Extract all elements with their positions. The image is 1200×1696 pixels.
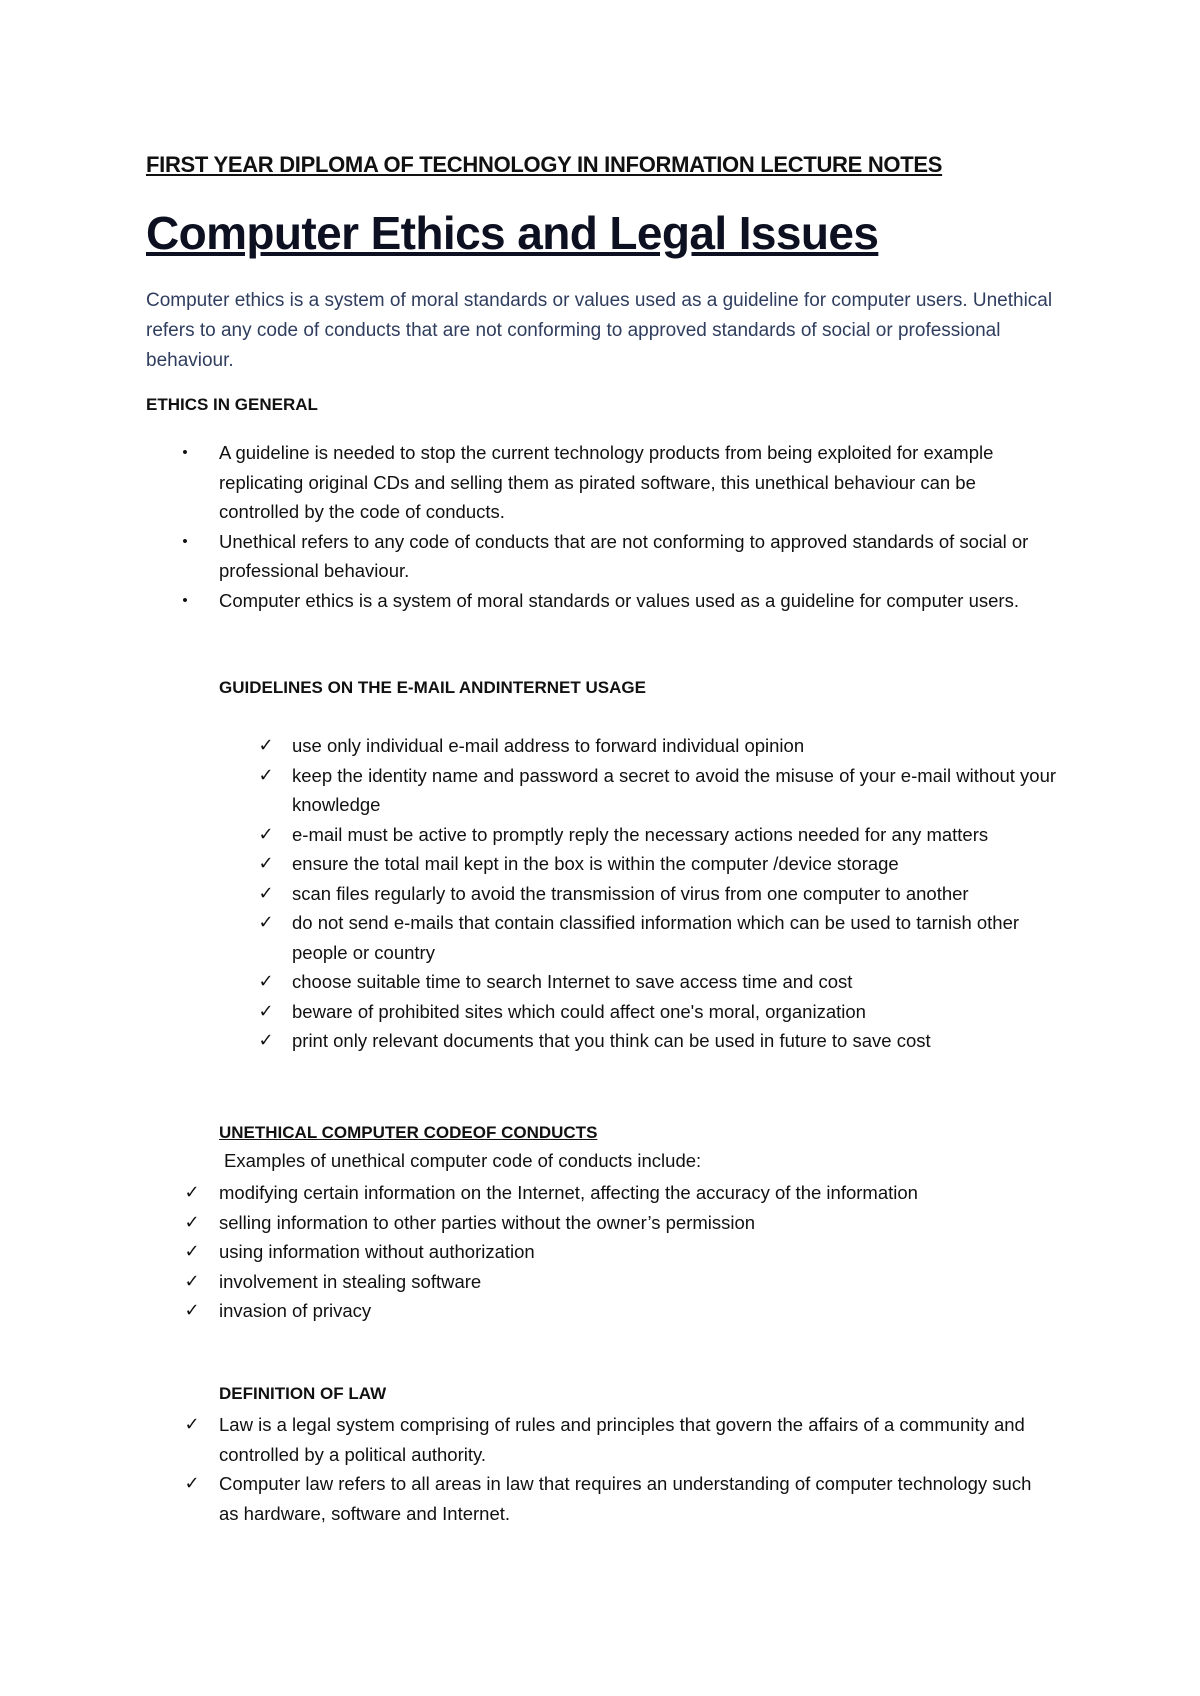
ethics-in-general-list xyxy=(146,438,1046,615)
section-heading-ethics-in-general: ETHICS IN GENERAL xyxy=(146,395,318,414)
list-item xyxy=(146,1469,1046,1528)
guidelines-list xyxy=(219,731,1059,1056)
list-item xyxy=(146,438,1046,527)
check-icon: ✓ xyxy=(258,735,274,755)
list-item-text: keep the identity name and password a secret to avoid the misuse of your e-mail without your knowledge xyxy=(292,764,1057,815)
check-icon: ✓ xyxy=(258,823,274,844)
list-item xyxy=(219,1026,1059,1056)
unethical-list xyxy=(146,1178,1066,1326)
list-item xyxy=(146,1208,1066,1238)
list-item-text: choose suitable time to search Internet to save access time and cost xyxy=(292,971,853,992)
list-item xyxy=(219,908,1059,967)
list-item-text: use only individual e-mail address to forward individual opinion xyxy=(292,735,805,756)
list-item-text: invasion of privacy xyxy=(219,1300,372,1321)
list-item-text: Unethical refers to any code of conducts that are not conforming to approved standards of social or professional behaviour. xyxy=(219,530,1029,581)
list-item-text: involvement in stealing software xyxy=(219,1270,482,1292)
check-icon: ✓ xyxy=(184,1414,200,1434)
check-icon: ✓ xyxy=(184,1300,200,1320)
check-icon: ✓ xyxy=(258,971,274,991)
list-item xyxy=(146,1237,1066,1267)
check-icon: ✓ xyxy=(184,1182,200,1202)
section-heading-law: DEFINITION OF LAW xyxy=(219,1384,387,1403)
list-item xyxy=(146,1296,1066,1326)
law-list xyxy=(146,1410,1046,1528)
check-icon: ✓ xyxy=(184,1270,200,1291)
list-item xyxy=(219,879,1059,909)
list-item-text: Computer ethics is a system of moral standards or values used as a guideline for computer users. xyxy=(219,589,1019,611)
intro-paragraph: Computer ethics is a system of moral standards or values used as a guideline for computer users. Unethical refers to any code of conducts that are not conforming to approved standards of social or professional behaviour. xyxy=(146,290,1053,371)
unethical-intro: Examples of unethical computer code of conducts include: xyxy=(224,1150,702,1171)
check-icon: ✓ xyxy=(258,853,274,873)
list-item xyxy=(219,731,1059,761)
course-header: FIRST YEAR DIPLOMA OF TECHNOLOGY IN INFORMATION LECTURE NOTES xyxy=(146,152,943,177)
check-icon: ✓ xyxy=(184,1211,200,1232)
list-item-text: e-mail must be active to promptly reply the necessary actions needed for any matters xyxy=(292,823,989,845)
section-heading-unethical: UNETHICAL COMPUTER CODEOF CONDUCTS xyxy=(219,1123,598,1142)
list-item-text: using information without authorization xyxy=(219,1241,535,1262)
list-item-text: beware of prohibited sites which could affect one's moral, organization xyxy=(292,1000,866,1022)
check-icon: ✓ xyxy=(258,882,274,903)
check-icon: ✓ xyxy=(184,1473,200,1493)
bullet-icon: • xyxy=(182,532,188,550)
list-item xyxy=(219,849,1059,879)
list-item-text: A guideline is needed to stop the current technology products from being exploited for example replicating original CDs and selling them as pirated software, this unethical behaviour can be controlled by the code of conducts. xyxy=(219,442,994,522)
list-item xyxy=(146,1267,1066,1297)
check-icon: ✓ xyxy=(258,1030,274,1050)
list-item xyxy=(219,997,1059,1027)
list-item-text: selling information to other parties without the owner’s permission xyxy=(219,1211,756,1233)
bullet-icon: • xyxy=(182,444,188,461)
list-item-text: do not send e-mails that contain classified information which can be used to tarnish other people or country xyxy=(292,912,1020,963)
check-icon: ✓ xyxy=(258,912,274,932)
bullet-icon: • xyxy=(182,591,188,609)
list-item xyxy=(219,761,1059,820)
list-item-text: Computer law refers to all areas in law that requires an understanding of computer technology such as hardware, software and Internet. xyxy=(219,1473,1032,1524)
document-title: Computer Ethics and Legal Issues xyxy=(146,207,879,259)
list-item xyxy=(146,1410,1046,1469)
check-icon: ✓ xyxy=(184,1241,200,1261)
check-icon: ✓ xyxy=(258,1000,274,1021)
list-item xyxy=(146,586,1046,616)
list-item xyxy=(146,527,1046,586)
list-item xyxy=(219,967,1059,997)
check-icon: ✓ xyxy=(258,764,274,785)
list-item xyxy=(219,820,1059,850)
list-item-text: Law is a legal system comprising of rules and principles that govern the affairs of a community and controlled by a political authority. xyxy=(219,1414,1025,1465)
list-item-text: modifying certain information on the Internet, affecting the accuracy of the information xyxy=(219,1182,918,1203)
list-item xyxy=(146,1178,1066,1208)
section-heading-guidelines: GUIDELINES ON THE E-MAIL ANDINTERNET USAGE xyxy=(219,678,646,697)
list-item-text: scan files regularly to avoid the transmission of virus from one computer to another xyxy=(292,882,969,904)
list-item-text: print only relevant documents that you think can be used in future to save cost xyxy=(292,1030,931,1051)
list-item-text: ensure the total mail kept in the box is within the computer /device storage xyxy=(292,853,899,874)
